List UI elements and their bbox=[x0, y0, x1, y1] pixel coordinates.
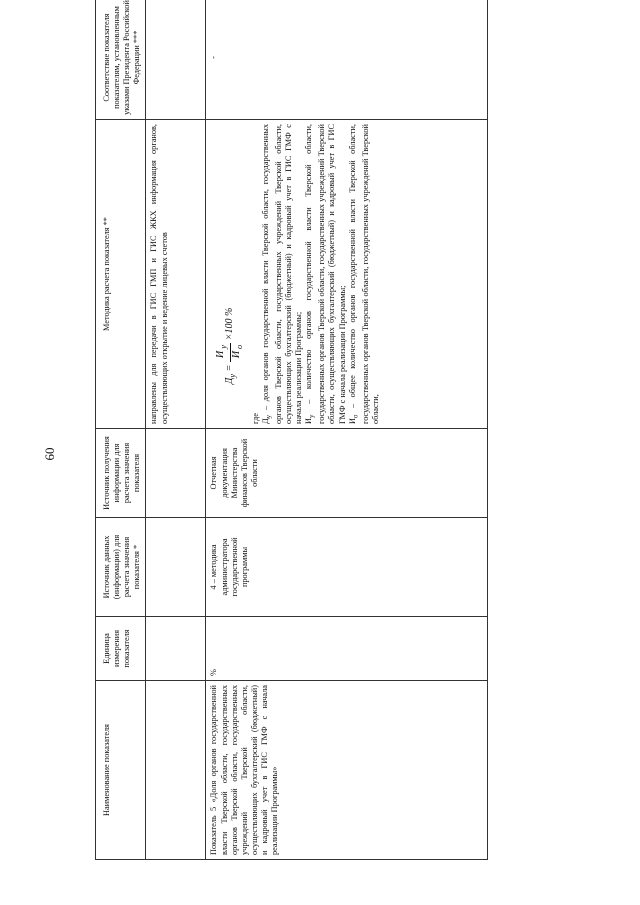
table-row bbox=[146, 0, 206, 860]
table-row bbox=[206, 0, 488, 860]
header-source-obtain: Источник получения информации для расчета значения показателя bbox=[96, 429, 146, 518]
formula-numerator-sub: у bbox=[219, 345, 229, 349]
row2-data-source: 4 – методика администратора государственной программы bbox=[206, 518, 488, 617]
row1-compliance bbox=[146, 0, 206, 120]
row1-source-obtain bbox=[146, 429, 206, 518]
formula-denominator: И bbox=[230, 350, 242, 359]
row1-data-source bbox=[146, 518, 206, 617]
row2-compliance: - bbox=[206, 0, 488, 120]
definition-iu: $И_у$ – количество органов государственной власти Тверской области, государственных органов Тверской области, государственных учреждений Тверской области, осуществляющих бухгалтерский (бюджетный) и кадровый учет в ГИС ГМФ с начала реализации Программы; bbox=[304, 124, 347, 424]
header-data-source: Источник данных (информации) для расчета значения показателя * bbox=[96, 518, 146, 617]
header-compliance: Соответствие показателя показателям, установленным указами Президента Российской Федерации *** bbox=[96, 0, 146, 120]
definition-io: $И_о$ – общее количество органов государственной власти Тверской области, государственных органов Тверской области, государственных учреждений Тверской области, bbox=[347, 124, 380, 424]
formula-numerator: И bbox=[215, 350, 227, 358]
header-method: Методика расчета показателя ** bbox=[96, 120, 146, 429]
formula-lhs: Д bbox=[224, 377, 236, 384]
header-name: Наименование показателя bbox=[96, 681, 146, 860]
header-row bbox=[96, 0, 146, 860]
row2-unit: % bbox=[206, 617, 488, 681]
formula-denominator-sub: о bbox=[234, 344, 244, 349]
page-number: 60 bbox=[42, 447, 57, 461]
formula-tail: ×100 % bbox=[224, 307, 236, 341]
formula-fraction bbox=[215, 343, 244, 362]
definition-du: $Д_у$ – доля органов государственной власти Тверской области, государственных органов Тверской области, государственных учреждений Тверской области, осуществляющих бухгалтерский (бюджетный) и кадровый учет в ГИС ГМФ с начала реализации Программы; bbox=[260, 124, 304, 424]
header-unit: Единица измерения показателя bbox=[96, 617, 146, 681]
row2-source-obtain: Отчетная документация Министерства финансов Тверской области bbox=[206, 429, 488, 518]
row1-method: направлены для передачи в ГИС ГМП и ГИС ЖКХ информация органов, осуществляющих открытие и ведение лицевых счетов bbox=[146, 120, 206, 429]
formula-lhs-sub: у bbox=[228, 373, 238, 378]
row2-name: Показатель 5 «Доля органов государственной власти Тверской области, государственных органов Тверской области, государственных учреждений Тверской области, осуществляющих бухгалтерский (бюджетный) и кадровый учет в ГИС ГМФ с начала реализации Программы» bbox=[206, 681, 488, 860]
row1-unit bbox=[146, 617, 206, 681]
rotated-table-container bbox=[95, 0, 580, 860]
row1-name bbox=[146, 681, 206, 860]
formula: $Д_у$ = $И_у$ $И_о$ ×100 % bbox=[215, 307, 244, 384]
indicators-table bbox=[95, 0, 488, 860]
where-label: где bbox=[250, 413, 260, 424]
row2-method bbox=[206, 120, 488, 429]
